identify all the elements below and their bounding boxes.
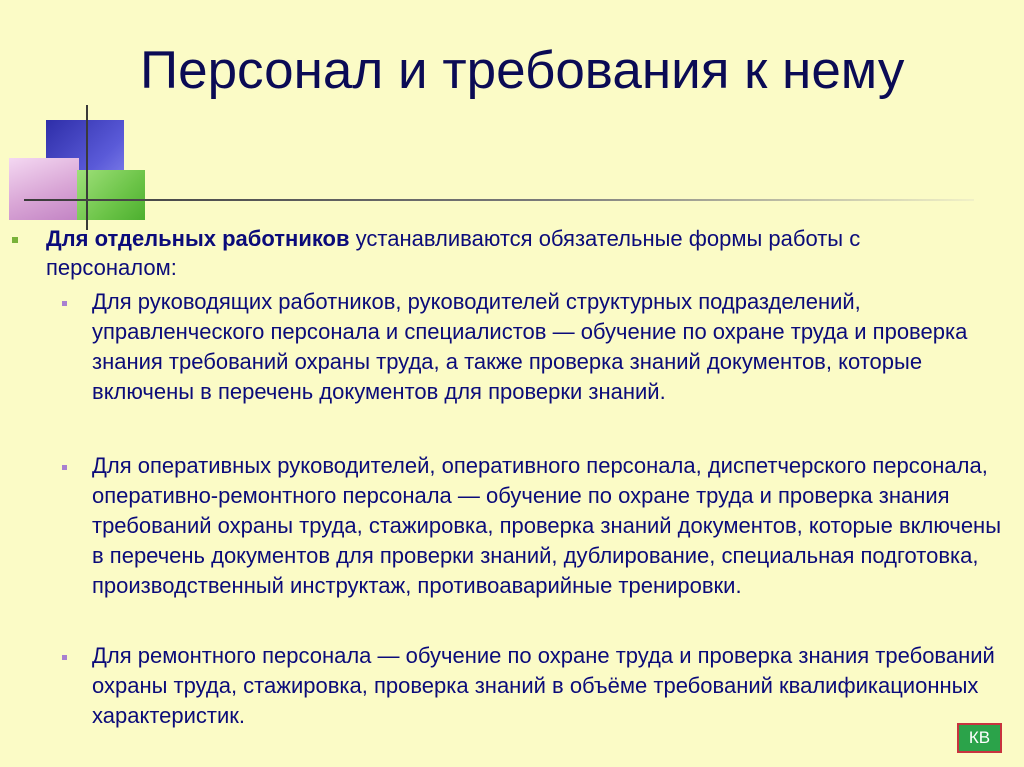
bullet-marker-level1 <box>12 237 18 243</box>
main-bullet-rest: устанавливаются обязательные формы работы с персоналом: <box>46 226 861 280</box>
sub-bullet-managers: Для руководящих работников, руководителей структурных подразделений, управленческого персонала и специалистов — обучение по охране труда и проверка знания требований охраны труда, а также проверка знаний документов, которые включены в перечень документов для проверки знаний. <box>92 289 968 404</box>
slide-title: Персонал и требования к нему <box>140 41 905 100</box>
main-bullet-bold: Для отдельных работников <box>46 226 350 251</box>
title-underline <box>24 199 974 201</box>
bullet-marker-level2 <box>62 655 67 660</box>
sub-bullet-operational: Для оперативных руководителей, оперативного персонала, диспетчерского персонала, оперативно-ремонтного персонала — обучение по охране труда и проверка знания требований охраны труда, стажировка, проверка знаний документов, которые включены в перечень документов для проверки знаний, дублирование, специальная подготовка, производственный инструктаж, противоаварийные тренировки. <box>92 453 1002 598</box>
bullet-marker-level2 <box>62 301 67 306</box>
sub-bullet-repair: Для ремонтного персонала — обучение по охране труда и проверка знания требований охраны труда, стажировка, проверка знаний в объёме требований квалификационных характеристик. <box>92 643 995 728</box>
decorative-pink-square <box>9 158 79 220</box>
decorative-vertical-line <box>86 105 88 230</box>
bullet-marker-level2 <box>62 465 67 470</box>
kv-nav-button[interactable]: КВ <box>957 723 1002 753</box>
main-bullet-text <box>46 224 996 282</box>
